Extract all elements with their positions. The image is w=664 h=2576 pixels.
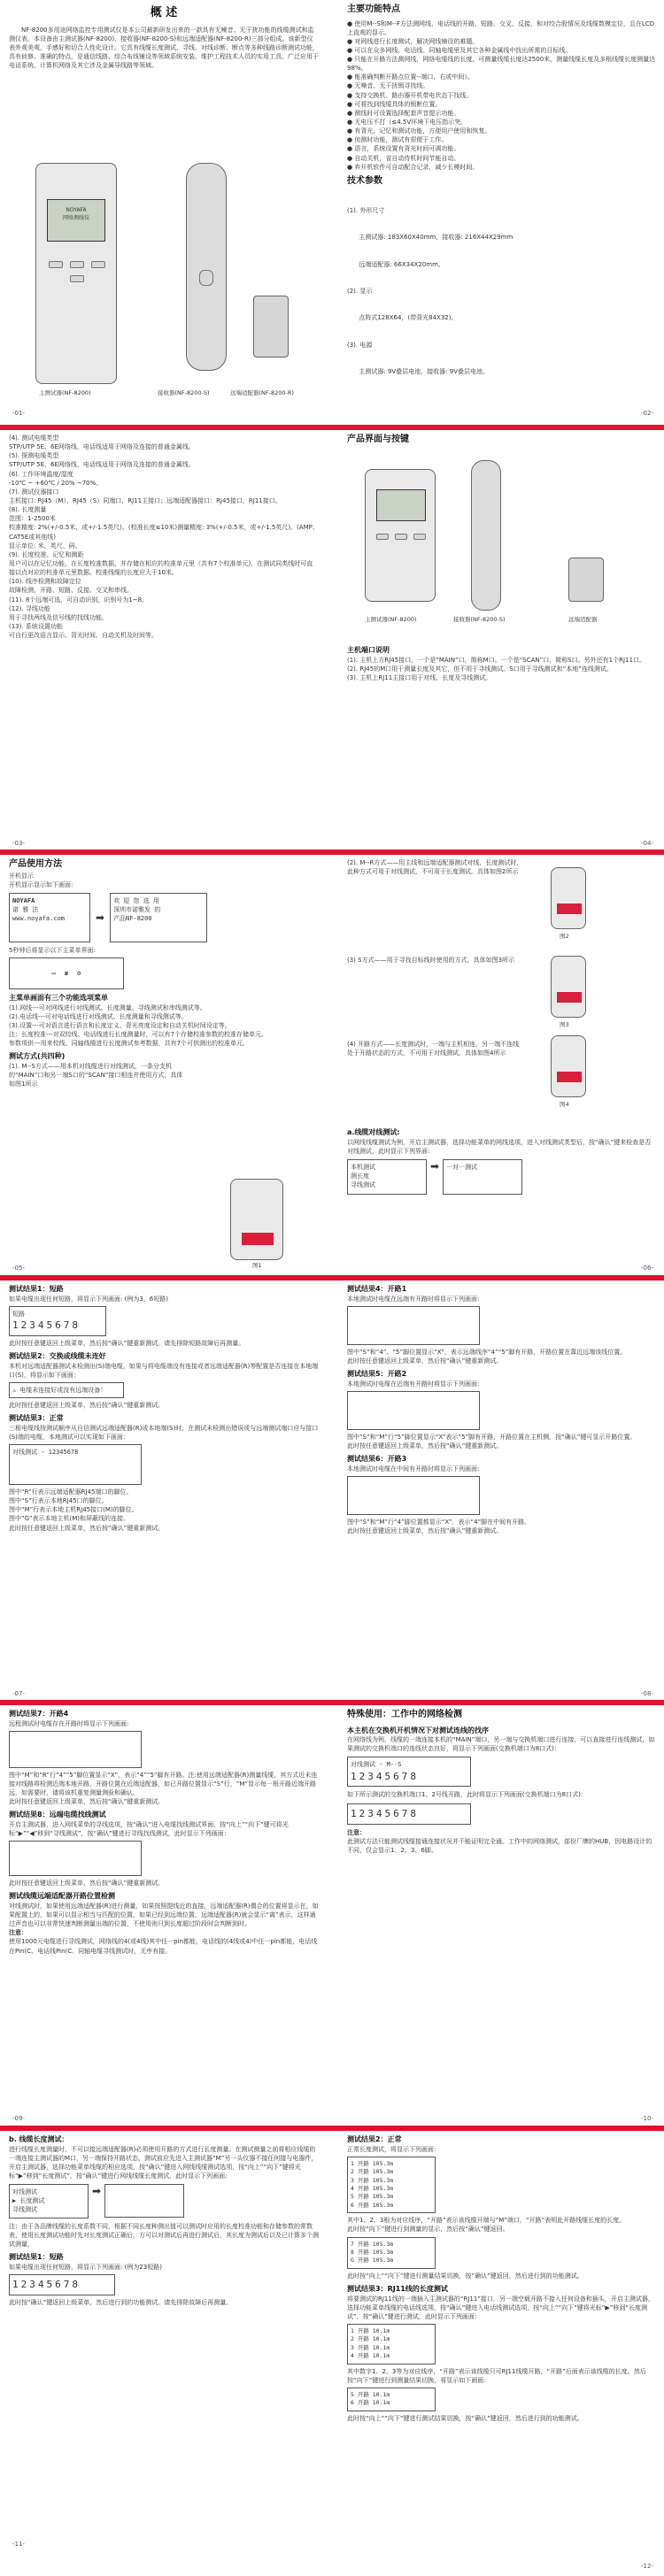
length-row: 6 开路 105.3m (351, 2201, 394, 2209)
list-item: ● 可将找到线缆具体的锁断位置。 (347, 100, 442, 108)
page-number: -02- (641, 409, 653, 417)
result-footer: 此时按“向下”键进行到测量的显示，然后按“确认”键返回。 (347, 2226, 509, 2234)
result-text: 对线测试时，如果使用远端适配器(R)进行测量，如果按照提线近的直接，远端适配器(R)偶合的位置将显示在，如果配置上的，如果可以显示相当与匹配的位置，如果已经到远端位置，远端适配器(R)就会显示“离”表示，这样通过声音也可以非常快速判断测量出端的位置，不使用则只到长度超过阶段时会判断到时。 (9, 1902, 319, 1928)
list-item: (1). 主机上方RJ45接口，一个是“MAIN”口，简称M口。一个是“SCAN”口，简称S口。另外还有1个RJ11口。 (347, 656, 645, 664)
boot-text: 开机显示显示如下画面: (9, 880, 73, 888)
page-5 (9, 858, 319, 1274)
result-footer: 此时按任意键返回上级菜单，然后按“确认”键重新测试。 (347, 1357, 503, 1365)
page-band (0, 1275, 664, 1280)
method-text: (4) 开路方式——长度测试时，一端与主机相连，另一端不连线处于开路状态的方式，不可用于对线测试，具体如图4所示 (347, 1041, 520, 1057)
length-row: 5 开路 105.3m (351, 2193, 394, 2201)
page-title: 概 述 (150, 6, 178, 19)
list-item: ● 对网线进行长度测试，解决网线铺设的难题。 (347, 37, 479, 45)
main-menu-screen (9, 957, 124, 989)
main-tester-illustration (35, 163, 117, 384)
caption-main: 主测试器(NF-8200) (365, 616, 417, 623)
note-label: 注意： (9, 1929, 27, 1937)
list-item: ● 测线时可设置选择配套声音提示功能。 (347, 109, 460, 117)
section-sub: 本主机在交换机开机情况下对测试连线的找序 (347, 1726, 489, 1734)
subtitle: 开机显示 (9, 872, 34, 880)
menu-title: 主菜单画面有三个功能选项菜单 (9, 993, 108, 1002)
result-footer: 此时按任意键返回上级菜单，然后按“确认”键重新测试。 (9, 1401, 165, 1409)
gear-icon: ⚙ (77, 969, 81, 977)
result-screen (347, 1306, 480, 1345)
page-number: -05- (12, 1264, 25, 1272)
section-title: 技术参数 (347, 175, 382, 186)
result-text: 其中数字1、2、3等为对应线序，“开路”表示该线缆只可RJ11线缆开路，“开路”后面表示该线缆的长度。然后按“向下”键进行到测量结果切换，将显示如下画面： (347, 2367, 646, 2384)
result-footer: 此时按任意键返回上级菜单，然后按“确认”键重新测试。 (9, 1880, 165, 1888)
option: ▶ 长度测试 (12, 2197, 45, 2205)
list-item: (2). RJ45的M口用于测量长度及其它，但不用于寻线测试。S口用于寻线测试和“本地”连线测试。 (347, 665, 613, 673)
test-screen (104, 2184, 184, 2218)
list-item: ● 语言，系统设置有背光时间可调功能。 (347, 145, 460, 153)
list-item: ● 弃开机软件可自动配合记录，减少长模时间。 (347, 163, 479, 171)
list-item: (12). 寻线功能 (9, 604, 50, 612)
length-screen (347, 2324, 436, 2365)
option: 对线测试 (12, 2188, 37, 2196)
result-screen (9, 1731, 142, 1768)
length-screen (347, 2237, 436, 2269)
list-item: (4). 测试电缆类型 (9, 434, 59, 442)
splash-screen (9, 893, 319, 942)
result-footer: 此时按任意键返回上级菜单，然后按“确认”键重新测试。 (9, 1524, 165, 1532)
result-screen (9, 1841, 142, 1876)
list-item: (3). 电源 (347, 341, 373, 349)
result-sub: 远程测试时电缆存在开路时将显示下列画面: (9, 1719, 129, 1727)
list-item: ● 自动关机，省自动待机时间节能自动。 (347, 154, 460, 162)
feature-list (347, 19, 657, 172)
tester-illustration (230, 1179, 283, 1260)
length-row: 1 开路 105.3m (351, 2159, 394, 2167)
section-title: a.线缆对线测试: (347, 1128, 400, 1136)
page-number: -03- (12, 839, 25, 847)
list-item: 主机接口: RJ45（M）、RJ45（S）同端口，RJ11主接口；远端适配器接口：RJ45接口，RJ11接口。 (9, 496, 282, 504)
notes-list (9, 1488, 319, 1524)
list-item: 主测试器: 183X60X40mm，接收器: 216X44X29mm (347, 234, 513, 242)
length-row: 3 开路 105.3m (351, 2176, 394, 2184)
page-12 (347, 2134, 657, 2572)
result-title: 测试结果3：正常 (9, 1414, 64, 1423)
note-text: 此测试方法只能测试线缆接通连接状况并不能证明完全通。工作中的网络测试，部份厂牌的HUB，因电路设计的不同，仅会显示1、2、3、6脚。 (347, 1837, 652, 1854)
list-item: ● 侦测时功能，测试有很便于工作。 (347, 136, 448, 144)
figure-label: 图4 (560, 1101, 569, 1108)
menu-list (9, 1003, 319, 1049)
tester-illustration (551, 867, 586, 929)
list-item: STP/UTP 5E、6E网络线、电话线适用于网络及连接的普通金属线。 (9, 443, 195, 451)
list-item: 用于寻找两线及信号线的找线功能。 (9, 613, 108, 621)
caption-remote: 远端适配器(NF-8200-R) (230, 389, 294, 396)
note-text: 使用1000元电缆进行寻线测试，网络线的4(或4线)其中任一pin都能，电话线的(4线或4)中任一pin都能，电话线在Pin(C、电话线Pin(C、同轴电缆寻线测试时，无序有接。 (9, 1938, 318, 1955)
brand: 诺 雅 法 (12, 905, 39, 913)
tester-button (91, 261, 105, 268)
option: 测长度 (351, 1173, 369, 1180)
list-item: 显示单位: 米、英尺、码。 (9, 542, 81, 550)
list-item: 远端适配器: 66X34X20mm。 (347, 260, 444, 268)
option-screen (9, 2184, 89, 2218)
page-6 (347, 858, 657, 1274)
page-number: -12- (641, 2562, 653, 2570)
red-label (557, 904, 582, 914)
result-footer: 此时按“确认”键返回上级菜单，然后进行到的功能测试。请先排除故障后再测量。 (9, 2298, 233, 2306)
result-text: 如果电缆出现任何短路，将显示下列画面: (例为3，6短路) (9, 1295, 168, 1303)
page-4 (347, 434, 657, 850)
tester-button (413, 534, 426, 540)
note-text: 注：由于各品牌线缆的长度系数不同，根据不同长度种测出值可以测试时应用的长度校准功能和存储参数的常数表，使用长度测试功能时先对长度测试正确后，方可以对测试后再进行测试后，其长度为测试后以及已计算多个测试测量， (9, 2222, 319, 2248)
receiver-illustration (186, 163, 227, 371)
splash-logo-box (9, 893, 90, 942)
length-row: 6 开路 10.1m (351, 2399, 390, 2407)
screen-text: 网络测线仪 (62, 214, 89, 221)
length-row: 3 开路 10.1m (351, 2343, 390, 2351)
section-title: 特殊使用：工作中的网络检测 (347, 1710, 462, 1719)
arrow-icon: ➡ (96, 911, 105, 924)
caption-receiver: 接收器(NF-8200-S) (158, 389, 210, 396)
list-item: 图中“R”行表示远端适配器RJ45端口的脚位。 (9, 1488, 133, 1496)
length-screen (347, 2157, 436, 2214)
result-sub: 本地测试时电缆在中间有开路时将显示下列画面: (347, 1465, 480, 1473)
list-item: (11). 8个远端可选，可自动识别，识别号为1~8。 (9, 596, 149, 604)
page-number: -04- (641, 839, 653, 847)
result-footer: 此时按“向上”“向下”键进行测量结果切换，按“确认”键返回，然后进行到的功能测试。 (347, 2272, 583, 2280)
remote-adapter-illustration (253, 296, 289, 358)
tester-screen (47, 199, 105, 242)
main-tester-illustration (365, 469, 436, 602)
result-text: 将要测试的RJ11线的一端插入主测试器的“RJ11”接口，另一端空载开路不接入任何设备和插头，开启主测试器，选择功能菜单线缆的电话线选项，按“确认”键进入电话线测试选项，按“向上”“向下”键将光标“▶”移到“长度测试”，按“确认”键进行测试，此时显示下列画面： (347, 2295, 654, 2320)
list-item: 用户可以在记忆功能，在长度校准数据，并存储在相应的校准单元里（共有7个校准单元)，在测试同类线时可直接以点对应的校准单元里数据。校准线缆的长度应大于10米。 (9, 559, 313, 577)
length-screen (347, 2388, 436, 2411)
result-sub: 正常长度测试，将显示下列画面： (347, 2145, 440, 2153)
list-item: (3). 主机上RJ11主接口用于对线、长度及寻线测试。 (347, 673, 492, 681)
website: www.noyafa.com (12, 915, 66, 923)
figure-label: 图3 (560, 1021, 569, 1028)
option: 一对一测试 (446, 1163, 478, 1171)
list-item: (10). 线序检测和故障定位 (9, 578, 81, 586)
length-row: 4 开路 10.1m (351, 2352, 390, 2360)
list-item: (13). 系统设置功能 (9, 622, 63, 630)
list-item: (3).设置---可对语言进行语言和长度定义、背光亮度设定和自动关机时间设定等。 (9, 1021, 231, 1029)
section-title: 主要功能特点 (347, 4, 400, 14)
list-item: 图中“M”行表示本地主机RJ45接口(M)的脚位。 (9, 1506, 138, 1514)
result-title: 测试线缆远端适配器开路位置检测 (9, 1892, 115, 1901)
length-row: 2 开路 10.1m (351, 2335, 390, 2343)
figure-label: 图1 (252, 1262, 262, 1269)
method-text: (3) S方式——用于寻找目标线时使用的方式，具体如图3所示 (347, 957, 515, 964)
screen-title: 对线测试 - 12345678 (12, 1448, 79, 1456)
method-text: (2). M--R方式——用主线和远端适配器测试对线，长度测试时，此种方式可用于对线测试，不可用于长度测试。具体如图2所示 (347, 859, 523, 876)
option: 寻线测试 (12, 2206, 37, 2214)
result-screen (347, 1476, 480, 1515)
result-title: 测试结果5：开路2 (347, 1370, 407, 1379)
length-row: 5 开路 10.1m (351, 2390, 390, 2398)
section-text: 在网络线为例，线缆的一端连接本机的“MAIN”端口，另一端与交换机端口进行连接，可以直接进行连线测试，如果测试的交换机端口的连线状态良好，将显示下列画面(交换机端口为8口式)： (347, 1736, 655, 1753)
ports-title: 主机端口说明 (347, 646, 390, 654)
result-text: 如果电缆出现任何短路，将显示下列画面: (例为23短路) (9, 2263, 162, 2271)
caption-remote: 远端适配器 (568, 616, 598, 623)
list-item: ● 只能在开路方法测网线，网络电缆线的长度，可测量线缆长度达2500米，测量线缆长度及多根线缆长度测量达98%。 (347, 56, 656, 73)
result-text: 其中1、2、3根为对应线序，“开路”表示该线缆开端与“M”端口，“开路”表明此开路线缆长度的长度。 (347, 2217, 626, 2225)
result-notes: 图中“S”和“M”行“5”脚位置显示“X”表示“5”脚有开路，开路位置在主机侧，按“确认”键可显示开路位置。 (347, 1433, 637, 1441)
list-item: ● 无电压不打（≤4.5V环境下电压指示突。 (347, 119, 467, 127)
result-footer: 此时按“向上”“向下”键进行测试结果切换，按“确认”键返回，然后进行到的功能测试。 (347, 2414, 583, 2422)
page-band (0, 2126, 664, 2131)
list-item: -10℃ ~ +60℃ / 20% ~70%。 (9, 479, 103, 487)
page-8 (347, 1284, 657, 1700)
list-item: (7). 测试仪器接口 (9, 488, 59, 496)
result-title: 测试结果7：开路4 (9, 1710, 69, 1718)
pin-digits: 12345678 (351, 1807, 419, 1819)
params-list (347, 188, 657, 394)
result-title: 测试结果4：开路1 (347, 1285, 407, 1293)
list-item: (2). 显示 (347, 287, 373, 295)
page-number: -10- (641, 2114, 653, 2122)
arrow-icon: ➡ (430, 1159, 440, 1173)
page-number: -08- (641, 1689, 653, 1697)
length-row: G 开路 105.3m (351, 2257, 394, 2265)
page-number: -06- (641, 1264, 653, 1272)
overview-text: NF-8200多用途网络监控专用测试仪是本公司最新研发出来的一款具有无噪音、无干扰功能的线缆测试和监测仪表。本设备由主测试器(NF-8200)、接收器(NF-8200-S)和远端适配器(NF-8200-R)三部分组成。该新型仪表外观美观，手感好和切合人性化设计。它具有线缆长度测试、寻线、对线诊断、断点等多种线路诊断测试功能，具有侦修、准确的特点，是通信线路、综合布线铺设等领域系统安装、维护工程技术人员的实用工具。广泛应用于电话系统、计算机网络及其它涉及金属导线路等领域。 (9, 26, 319, 70)
spec-list (9, 434, 319, 640)
result-title: 测试结果8：远端电缆找线测试 (9, 1811, 106, 1819)
screen-text: NOYAFA (66, 207, 87, 213)
result-title: 测试结果2：交换或线缆未连好 (9, 1351, 106, 1360)
phone-icon: ☎ (64, 969, 69, 977)
welcome-line: 深圳市诺雅发 的 (113, 905, 161, 913)
page-band (0, 425, 664, 430)
logo: NOYAFA (12, 896, 35, 904)
page-11 (9, 2134, 319, 2550)
list-item: ● 使用M--S和M--F方法测网线、电话线的开路、短路、交叉、反接、和对绞合股情况及线缆数模定位，且在LCD上直观的显示。 (347, 19, 655, 36)
tester-button (70, 261, 84, 268)
screen-title: 对线测试 - M--S (351, 1761, 402, 1769)
page-3 (9, 434, 319, 850)
page-9 (9, 1709, 319, 2125)
cable-icon: ▭ (51, 969, 56, 977)
list-item: (8). 长度测量 (9, 506, 47, 514)
cable-text: (1). M--S方式——用本机对线缆进行对线测试，一条分支机的“MAIN”口和另一端S口的“SCAN”接口相连并使用方式，具体如图1所示 (9, 1062, 183, 1088)
result-notes: 图中“M”和“R”行“4”“5”脚位置显示“X”，表示“4”“5”脚有开路。注:使用远端适配器(R)测量线缆，其方式近未连接对线路将检测近端本地开路，开路位置在近端适配器，如已开路位置显示“S”行，“M”显示每一根开路近端开路远，如需要时，请将该机重复测量测验和确认。 (9, 1771, 318, 1797)
result-screen (347, 1391, 480, 1430)
page-7 (9, 1284, 319, 1700)
warning-icon: ⚠ (12, 1386, 17, 1394)
screen-message: 电缆未连接好或没有远端设备！ (19, 1386, 107, 1394)
section-text: 如下所示测试的交换机端口1、2号线开路，此时将显示下列画面(交换机端口为8口式)： (347, 1791, 587, 1799)
result-title: 测试结果3：RJ11线的长度测试 (347, 2284, 448, 2293)
section-title: 产品界面与按键 (347, 434, 409, 444)
option: 本机测试 (351, 1163, 375, 1171)
result-title: 测试结果6：开路3 (347, 1455, 407, 1464)
receiver-button (199, 270, 213, 286)
length-row: 8 开路 105.3m (351, 2248, 394, 2256)
page-number: -01- (12, 409, 25, 417)
result-text: 开启主测试器，进入网线菜单的寻线选项，按“确认”进入电缆找线测试界面，按“向上”“向下”键可将光标“▶”“◀”移到“寻线测试”，按“确认”键进行寻线找线测试，此时显示下列画面： (9, 1820, 289, 1838)
ports-list (347, 656, 657, 682)
page-number: -09- (12, 2114, 25, 2122)
option: 寻线测试 (351, 1181, 375, 1189)
result-sub: 本地测试时电缆在近端有开路时将显示下列画面: (347, 1380, 480, 1388)
result-title: 测试结果2：正常 (347, 2135, 402, 2143)
result-footer: 此时按任意键返回上级菜单，然后按“确认”键重新测试。 (347, 1442, 503, 1449)
result-screen (347, 1757, 471, 1787)
page-number: -11- (12, 2540, 25, 2548)
result-title: 测试结果1：短路 (9, 2253, 64, 2261)
result-footer: 此时按任意键返回上级菜单，然后按“确认”键重新测试。 (347, 1526, 503, 1534)
tester-button (70, 275, 84, 282)
list-item: ● 无噪音、无干扰锁寻找线。 (347, 82, 429, 90)
page-band (0, 850, 664, 855)
length-row: 2 开路 105.3m (351, 2168, 394, 2176)
screen-title: 短路 (12, 1310, 25, 1318)
list-item: ● 支持交换机、路由器开机带电状态下找线。 (347, 91, 473, 99)
test-screen (443, 1159, 522, 1195)
list-item: ● 能准确判断开路点位置--端口，右或中间）。 (347, 73, 474, 81)
length-row: 4 开路 105.3m (351, 2185, 394, 2192)
result-text: 三根电缆线按测试顺序从自信测试远端适配器(R)或本地端(S)时，在测试未检测出错误或与远端测试端口应与接口(S)端的电缆，本地测试可以实现如下画面： (9, 1424, 319, 1441)
tester-button (49, 261, 63, 268)
tester-button (376, 534, 389, 540)
list-item: (5). 探测电缆类型 (9, 452, 59, 460)
result-sub: 本地测试时电缆在远端有开路时将显示下列画面: (347, 1295, 480, 1303)
result-screen (9, 1306, 106, 1336)
list-item: 图中“S”行表示本地RJ45口的脚位。 (9, 1497, 108, 1505)
tester-screen (376, 489, 426, 521)
note-label: 注意： (347, 1828, 366, 1836)
result-footer: 此时按任意键返回上级菜单，然后按“确认”键重新测试。 (9, 1798, 165, 1806)
welcome-line: 欢 迎 您 选 用 (113, 896, 159, 904)
list-item: (6). 工作环境温度/湿度 (9, 470, 73, 478)
list-item: 图中“G”表示本地主机(M)和屏蔽线的连接。 (9, 1515, 130, 1523)
list-item: 故障检测，开路、短路、反接、交叉和串线。 (9, 587, 133, 595)
tester-illustration (551, 956, 586, 1018)
result-footer: 此时按任意键返回上级菜单，然后按“确认”键重新测试。请先排除短路故障后再测量。 (9, 1339, 245, 1347)
pin-digits: 12345678 (351, 1770, 419, 1782)
list-item: ● 可以在众多网线、电话线、同轴电缆里及其它各种金属线中找出所需的目标线。 (347, 46, 572, 54)
list-item: 范围：1-2500米 (9, 515, 56, 523)
screen-row (9, 2184, 319, 2218)
page-1 (9, 4, 319, 419)
list-item: 可自行更改语言显示、背光时间、自动关机及时间等。 (9, 632, 158, 640)
list-item: 注：长度校准---对双绞线、电话线进行长度测量时，可以有7个存储校准参数的校准存储单元。 (9, 1030, 268, 1038)
section-title: 产品使用方法 (9, 859, 62, 869)
list-item: STP/UTP 5E、6E网络线、电话线适用于网络及连接的普通金属线。 (9, 461, 195, 469)
result-notes: 图中“S”和“4”、“5”脚位置显示“X”，表示远端线序“4”“5”脚有开路，开路位置在靠近远端该线位置。 (347, 1348, 627, 1356)
list-item: 参数项供---用来校线、同轴线缆进行长度测试参考数据，共有7个可供测出的校准单元。 (9, 1040, 250, 1048)
after-text: 5秒钟后将显示以下主菜单界面: (9, 946, 96, 954)
red-label (242, 1233, 274, 1245)
result-text: 本机对远端适配器测试未检测出(S)端电缆，如果与将电缆端没有连接或者远端适配器(R)等配置是否连接在本地端口(S)，将显示如下画面： (9, 1362, 319, 1379)
list-item: (9). 长度校准、记忆和测距 (9, 550, 84, 558)
remote-adapter-illustration (568, 557, 604, 602)
tester-illustration (551, 1035, 586, 1097)
pin-digits: 12345678 (12, 1319, 81, 1331)
result-screen (9, 1382, 124, 1398)
list-item: 主测试器: 9V叠层电池，接收器: 9V叠层电池。 (347, 368, 490, 376)
section-title: b. 线缆长度测试： (9, 2135, 69, 2143)
page-2 (347, 4, 657, 419)
list-item: 校准精度: 2%(+/-0.5米，或+/-1.5英尺)。(校准长度≤10米)测量精度: 3%(+/-0.5米，或+/-1.5英尺)。(AMP、CAT5E或其他线) (9, 524, 319, 541)
length-row: 7 开路 105.3m (351, 2240, 394, 2248)
cable-title: 测试方式(共四种) (9, 1052, 66, 1061)
caption-main: 主测试器(NF-8200) (39, 389, 91, 396)
list-item: (1).网线---可对网线进行对线测试、长度测量、寻线测试和串线测试等。 (9, 1003, 206, 1011)
option-screen (347, 1159, 427, 1195)
arrow-icon: ➡ (92, 2185, 102, 2198)
list-item: (2).电话线---可对电话线进行对线测试、长度测量和寻线测试等。 (9, 1012, 188, 1020)
page-number: -07- (12, 1689, 25, 1697)
figure-label: 图2 (560, 933, 569, 940)
list-item: (1). 外形尺寸 (347, 206, 385, 214)
tester-button (395, 534, 407, 540)
length-row: 1 开路 10.1m (351, 2326, 390, 2334)
splash-welcome-box (110, 893, 207, 942)
welcome-line: 产品NF-8200 (113, 915, 152, 923)
page-band (0, 1700, 664, 1705)
section-text: 进行线缆长度测量时，不可以接远端适配器(R)必须使用开路的方式进行长度测量。在测试测量之前将相应线缆的一端连接主测试器的M口，另一端保持开路状态，测试前应先进入主测试器“M”另一头仪器不接任何接与电器件，开启主测试器，选择功能菜单线缆的相应选项，按“确认”键进入网线线缆测试选项，按“向上”“向下”键将光标“▶”移到“长度测试”，按“确认”键进行网线线缆长度测试，此时显示下列画面: (9, 2145, 318, 2180)
result-title: 测试结果1：短路 (9, 1285, 64, 1293)
result-notes: 图中“S”和“M”行“4”脚位置都显示“X”，表示“4”脚在中间有开路。 (347, 1518, 531, 1526)
list-item: ● 有背光，记忆和测试功能，方便用户使用和恢复。 (347, 127, 491, 135)
screen-row (347, 1159, 657, 1195)
list-item: 点阵式128X64，(带背光84X32)。 (347, 314, 458, 322)
caption-receiver: 接收器(NF-8200-S) (453, 616, 506, 623)
page-10 (347, 1709, 657, 2125)
red-label (557, 992, 582, 1003)
section-text: 以网线线缆测试为例，开启主测试器，选择功能菜单的网线选项，进入对线测试类型后，按“确认”键来检查是否对线测试，此时显示下列界面： (347, 1138, 652, 1155)
receiver-illustration (471, 460, 501, 611)
result-screen (347, 1803, 471, 1825)
result-screen (9, 2274, 115, 2295)
red-label (557, 1072, 582, 1082)
result-screen (9, 1444, 142, 1485)
pin-digits: 12345678 (12, 2278, 81, 2290)
